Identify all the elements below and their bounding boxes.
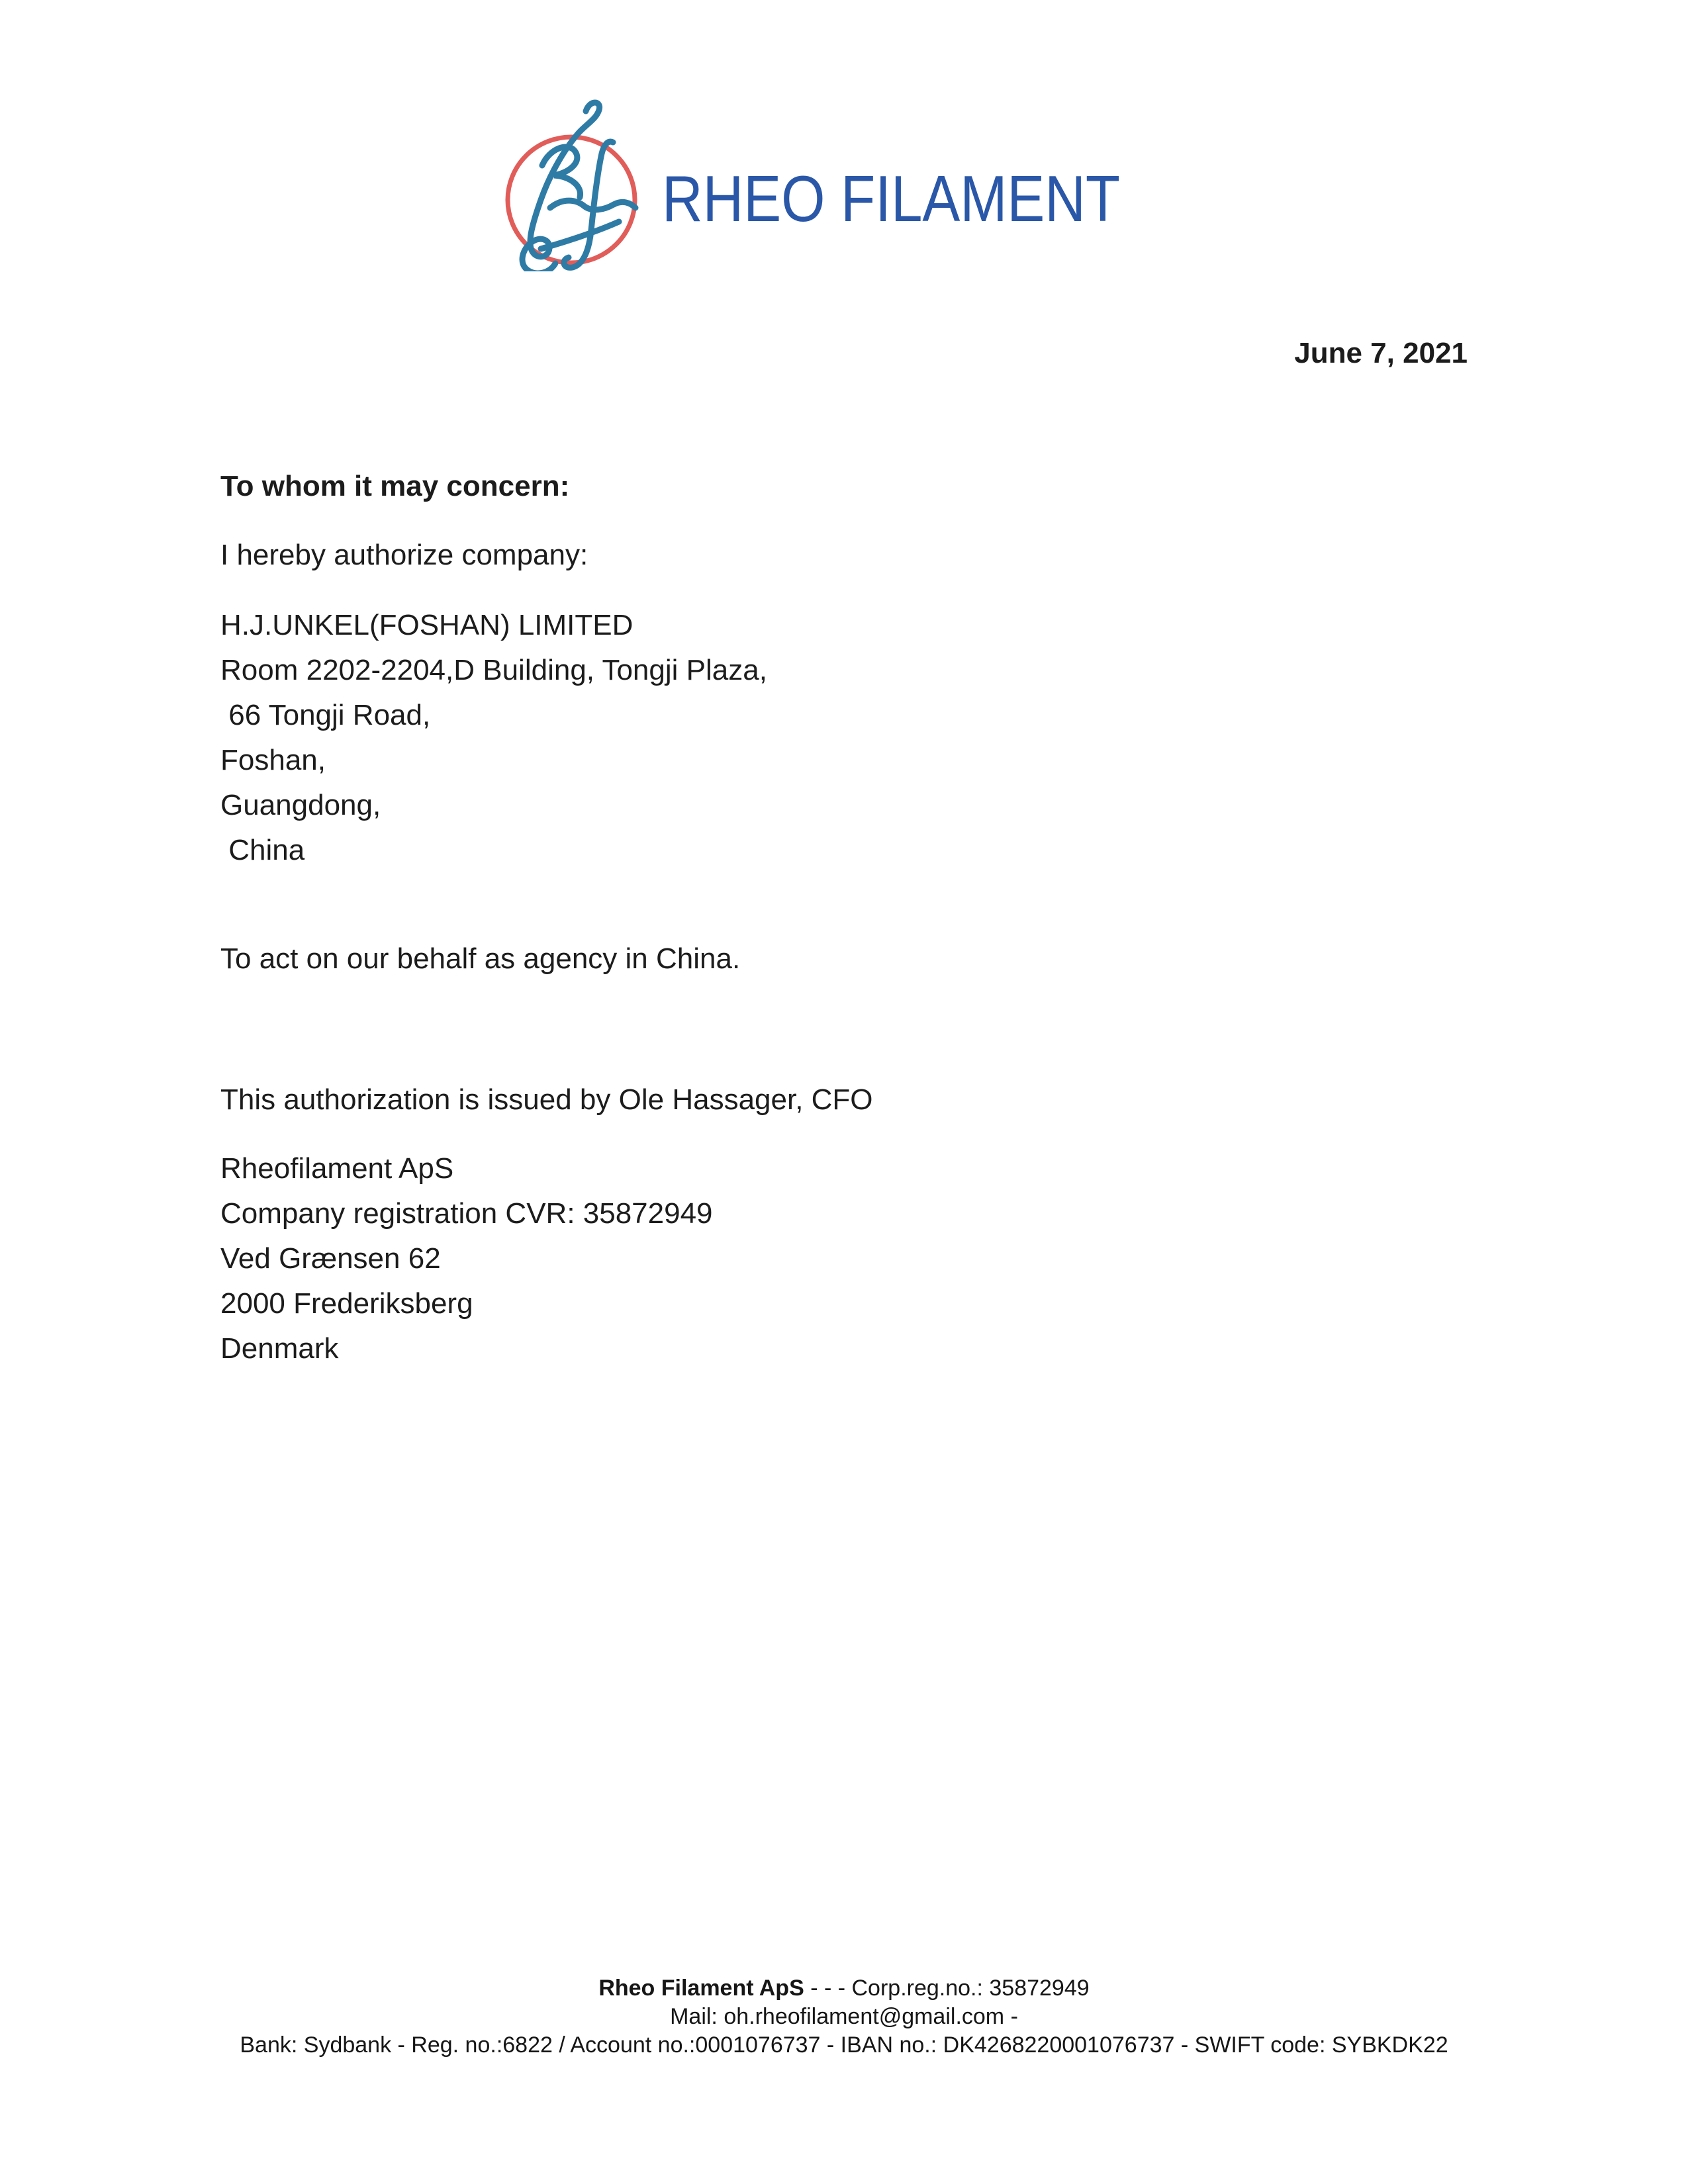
- recipient-address-line: Guangdong,: [220, 789, 381, 821]
- authorization-intro: I hereby authorize company:: [220, 539, 588, 571]
- authorization-purpose: To act on our behalf as agency in China.: [220, 942, 741, 975]
- recipient-address-line: Room 2202-2204,D Building, Tongji Plaza,: [220, 654, 767, 686]
- recipient-address-line: 66 Tongji Road,: [220, 699, 431, 731]
- footer-mail-line: Mail: oh.rheofilament@gmail.com -: [670, 2004, 1018, 2029]
- footer-corp-reg: - - - Corp.reg.no.: 35872949: [804, 1976, 1090, 2001]
- recipient-address-line: Foshan,: [220, 744, 326, 776]
- salutation: To whom it may concern:: [220, 470, 570, 502]
- issuer-registration: Company registration CVR: 35872949: [220, 1197, 713, 1230]
- issuer-company-name: Rheofilament ApS: [220, 1152, 454, 1185]
- issued-by-statement: This authorization is issued by Ole Hassager, CFO: [220, 1083, 873, 1116]
- footer-company-name: Rheo Filament ApS: [598, 1976, 804, 2001]
- issuer-address-block: [220, 1146, 1468, 1371]
- issuer-address-line: 2000 Frederiksberg: [220, 1287, 473, 1320]
- rheo-filament-logo: [485, 91, 1141, 271]
- recipient-company-name: H.J.UNKEL(FOSHAN) LIMITED: [220, 609, 633, 641]
- logo-wordmark: RHEO FILAMENT: [662, 162, 1120, 235]
- letter-footer: [0, 1974, 1688, 2060]
- footer-company-line: [0, 1974, 1688, 2003]
- recipient-address-block: [220, 603, 1468, 873]
- footer-bank-line: Bank: Sydbank - Reg. no.:6822 / Account no.:0001076737 - IBAN no.: DK4268220001076737 - SWIFT code: SYBKDK22: [240, 2032, 1448, 2058]
- issuer-address-line: Denmark: [220, 1332, 339, 1365]
- rf-monogram-icon: [522, 103, 635, 271]
- recipient-address-line: China: [220, 834, 305, 866]
- issuer-address-line: Ved Grænsen 62: [220, 1242, 441, 1275]
- letter-date: June 7, 2021: [1294, 337, 1468, 369]
